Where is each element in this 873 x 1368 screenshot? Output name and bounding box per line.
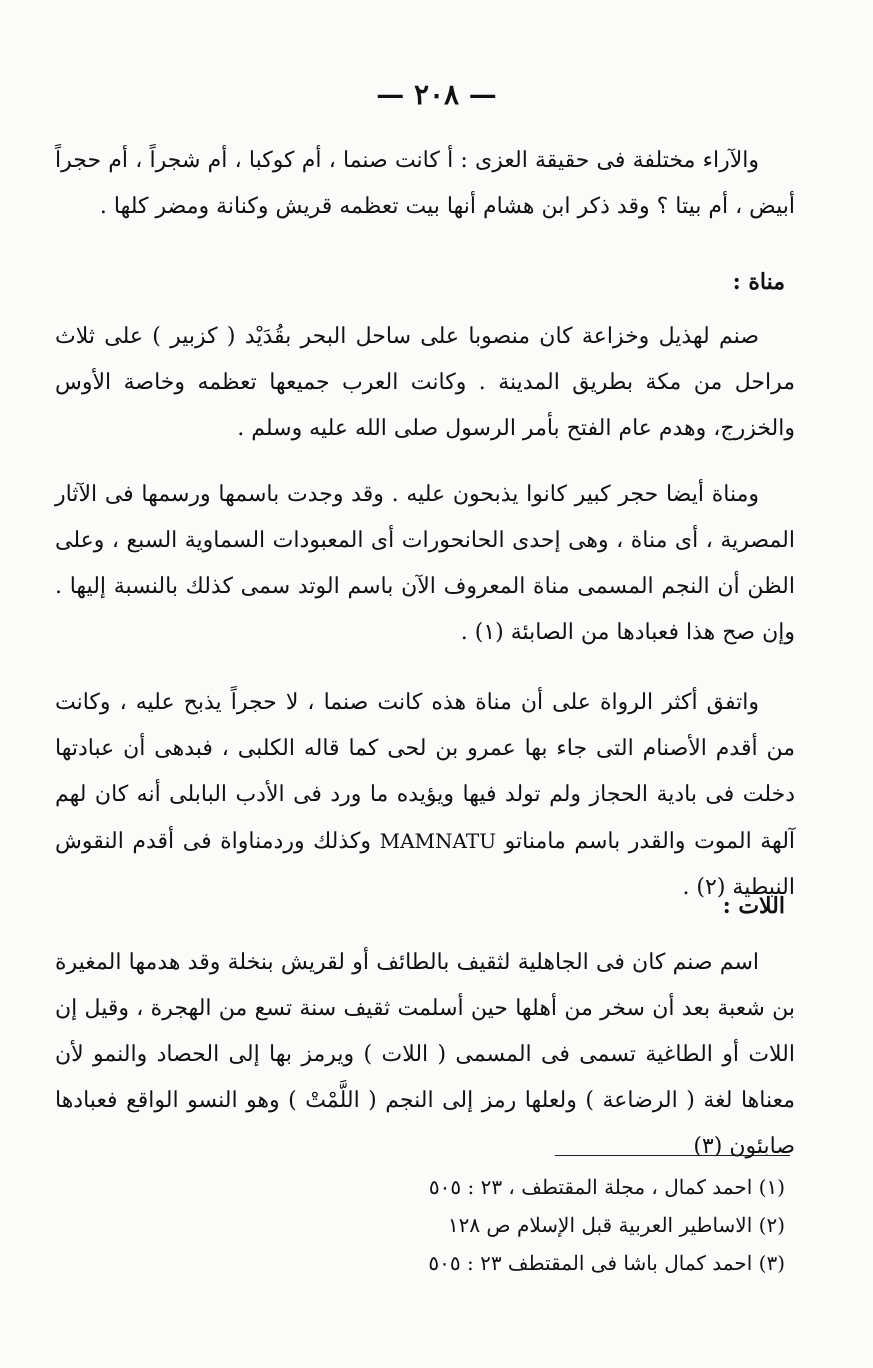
manat-paragraph-3-end: وكذلك وردمناواة فى أقدم النقوش النبطية (٢) . (55, 829, 795, 900)
mamnatu-latin-word: MAMNATU (379, 829, 497, 853)
footnote-1: (١) احمد كمال ، مجلة المقتطف ، ٢٣ : ٥٠٥ (428, 1175, 785, 1199)
manat-paragraph-3 (55, 680, 795, 911)
page-number: — ٢٠٨ — (376, 78, 497, 111)
footnote-3: (٣) احمد كمال باشا فى المقتطف ٢٣ : ٥٠٥ (428, 1251, 785, 1275)
manat-paragraph-2-block (55, 472, 795, 656)
manat-paragraph-1: صنم لهذيل وخزاعة كان منصوبا على ساحل البحر بقُدَيْد ( كزبير ) على ثلاث مراحل من مكة بطريق المدينة . وكانت العرب جميعها تعظمه وخاصة الأوس والخزرج، وهدم عام الفتح بأمر الرسول صلى الله عليه وسلم . (55, 324, 795, 441)
manat-paragraph-2: ومناة أيضا حجر كبير كانوا يذبحون عليه . وقد وجدت باسمها ورسمها فى الآثار المصرية ، أى مناة ، وهى إحدى الحانحورات أى المعبودات السماوية السبع ، وعلى الظن أن النجم المسمى مناة المعروف الآن باسم الوتد سمى كذلك بالنسبة إليها . وإن صح هذا فعبادها من الصابئة (١) . (55, 482, 795, 645)
manat-heading: مناة : (732, 269, 785, 295)
manat-paragraph-3-start: واتفق أكثر الرواة على أن مناة هذه كانت صنما ، لا حجراً يذبح عليه ، وكانت من أقدم الأصنام التى جاء بها عمرو بن لحى كما قاله الكلبى ، فبدهى أن عبادتها دخلت فى بادية الحجاز ولم تولد فيها ويؤيده ما ورد فى الأدب البابلى أنه كان لهم آلهة الموت والقدر باسم مامناتو (55, 690, 796, 854)
footnotes (365, 1168, 785, 1282)
allat-paragraph: اسم صنم كان فى الجاهلية لثقيف بالطائف أو لقريش بنخلة وقد هدمها المغيرة بن شعبة بعد أن سخر من أهلها حين أسلمت ثقيف سنة تسع من الهجرة ، وقيل إن اللات أو الطاغية تسمى فى المسمى ( اللات ) ويرمز بها إلى الحصاد والنمو لأن معناها لغة ( الرضاعة ) ولعلها رمز إلى النجم ( اللَّمْتْ ) وهو النسو الواقع فعبادها صابئون (٣) (55, 950, 795, 1159)
manat-paragraph-3-block (55, 680, 795, 911)
footnote-2: (٢) الاساطير العربية قبل الإسلام ص ١٢٨ (447, 1213, 785, 1237)
allat-paragraph-block (55, 940, 795, 1170)
intro-paragraph: والآراء مختلفة فى حقيقة العزى : أ كانت صنما ، أم كوكبا ، أم شجراً ، أم حجراً أبيض ، أم بيتا ؟ وقد ذكر ابن هشام أنها بيت تعظمه قريش وكنانة ومضر كلها . (55, 148, 795, 219)
footnote-separator (555, 1155, 790, 1156)
allat-heading: اللات : (722, 893, 785, 919)
intro-paragraph-block (55, 138, 795, 230)
manat-paragraph-1-block (55, 314, 795, 452)
